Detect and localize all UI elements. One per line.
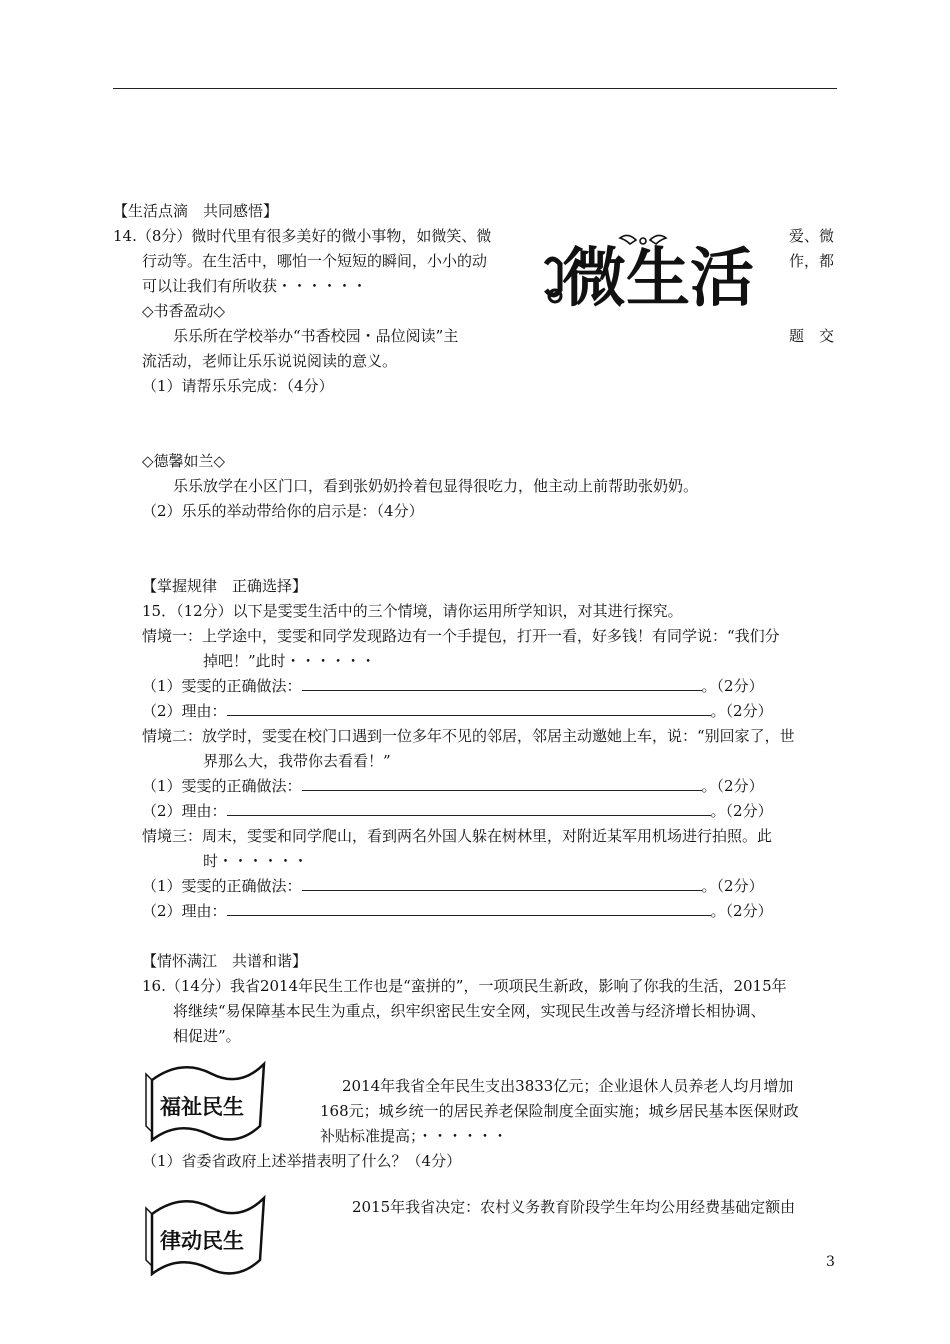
scenario3-line1: 情境三：周末，雯雯和同学爬山，看到两名外国人躲在树林里，对附近某军用机场进行拍照。此 <box>142 827 773 845</box>
q14-line1: 14.（8分）微时代里有很多美好的微小事物，如微笑、微 <box>113 227 492 245</box>
sub1-text: 乐乐所在学校举办“书香校园・品位阅读”主 <box>173 327 459 345</box>
section-heading-harmony: 【情怀满江 共谱和谐】 <box>142 952 308 970</box>
para2-line1: 2015年我省决定：农村义务教育阶段学生年均公用经费基础定额由 <box>352 1198 796 1216</box>
q14-line3: 可以让我们有所收获・・・・・・ <box>142 277 368 295</box>
answer-end: 。（2分） <box>701 677 764 695</box>
answer-blank[interactable] <box>302 876 702 891</box>
q16-line2: 将继续“易保障基本民生为重点，织牢织密民生安全网，实现民生改善与经济增长相协调、 <box>173 1002 766 1020</box>
sub2-title: ◇德馨如兰◇ <box>142 452 226 470</box>
q14-line2: 行动等。在生活中，哪怕一个短短的瞬间，小小的动 <box>142 252 488 270</box>
answer-label: （1）雯雯的正确做法： <box>142 677 302 695</box>
answer-blank[interactable] <box>302 776 702 791</box>
scenario2-reason-row <box>142 801 773 821</box>
reason-end: 。（2分） <box>710 902 773 920</box>
sub1-text-right: 题 交 <box>789 327 835 345</box>
answer-label: （1）雯雯的正确做法： <box>142 777 302 795</box>
q14-line2-right: 作，都 <box>789 252 835 270</box>
reason-label: （2）理由： <box>142 702 227 720</box>
answer-end: 。（2分） <box>701 877 764 895</box>
weishenghuo-logo <box>540 228 760 312</box>
reason-end: 。（2分） <box>710 702 773 720</box>
logo-text: 微生活 <box>562 242 754 312</box>
para1-line1: 2014年我省全年民生支出3833亿元；企业退休人员养老人均月增加 <box>342 1077 794 1095</box>
reason-end: 。（2分） <box>710 802 773 820</box>
scenario2-answer-row <box>142 776 764 796</box>
header-rule <box>113 88 837 89</box>
scenario1-line1: 情境一：上学途中，雯雯和同学发现路边有一个手提包，打开一看，好多钱！有同学说：“我们分 <box>142 627 780 645</box>
q16-line3: 相促进”。 <box>173 1027 241 1045</box>
fuzhi-minsheng-banner <box>142 1052 270 1144</box>
q16-sub1: （1）省委省政府上述举措表明了什么？（4分） <box>142 1152 462 1170</box>
q15-stem: 15．（12分）以下是雯雯生活中的三个情境，请你运用所学知识，对其进行探究。 <box>142 602 683 620</box>
section-heading-rules: 【掌握规律 正确选择】 <box>142 577 308 595</box>
scenario3-line2: 时・・・・・・ <box>203 852 309 870</box>
q14-sub1: （1）请帮乐乐完成：（4分） <box>142 377 334 395</box>
sub2-text: 乐乐放学在小区门口，看到张奶奶拎着包显得很吃力，他主动上前帮助张奶奶。 <box>173 477 699 495</box>
answer-end: 。（2分） <box>701 777 764 795</box>
q14-line1-right: 爱、微 <box>789 227 835 245</box>
scenario2-line2: 界那么大，我带你去看看！” <box>203 752 391 770</box>
scenario2-line1: 情境二：放学时，雯雯在校门口遇到一位多年不见的邻居，邻居主动邀她上车，说：“别回家了，世 <box>142 727 795 745</box>
sub1-text2: 流活动，老师让乐乐说说阅读的意义。 <box>142 352 398 370</box>
lvdong-minsheng-banner <box>142 1186 270 1278</box>
banner-text: 福祉民生 <box>160 1095 244 1119</box>
q16-line1: 16.（14分）我省2014年民生工作也是“蛮拼的”，一项项民生新政，影响了你我的生活，2015年 <box>142 977 787 995</box>
section-heading-life: 【生活点滴 共同感悟】 <box>113 202 279 220</box>
sub1-title: ◇书香盈动◇ <box>142 302 226 320</box>
para1-line2: 168元；城乡统一的居民养老保险制度全面实施；城乡居民基本医保财政 <box>320 1102 799 1120</box>
scenario1-line2: 掉吧！”此时・・・・・・ <box>203 652 376 670</box>
para1-line3: 补贴标准提高；・・・・・・ <box>320 1127 508 1145</box>
reason-blank[interactable] <box>227 801 711 816</box>
reason-blank[interactable] <box>227 901 711 916</box>
reason-label: （2）理由： <box>142 902 227 920</box>
answer-blank[interactable] <box>302 676 702 691</box>
scenario1-answer-row <box>142 676 764 696</box>
scenario3-reason-row <box>142 901 773 921</box>
reason-label: （2）理由： <box>142 802 227 820</box>
answer-label: （1）雯雯的正确做法： <box>142 877 302 895</box>
banner-text: 律动民生 <box>160 1229 244 1253</box>
page-number: 3 <box>826 1254 835 1270</box>
scenario3-answer-row <box>142 876 764 896</box>
scenario1-reason-row <box>142 701 773 721</box>
reason-blank[interactable] <box>227 701 711 716</box>
q14-sub2: （2）乐乐的举动带给你的启示是：（4分） <box>142 502 424 520</box>
